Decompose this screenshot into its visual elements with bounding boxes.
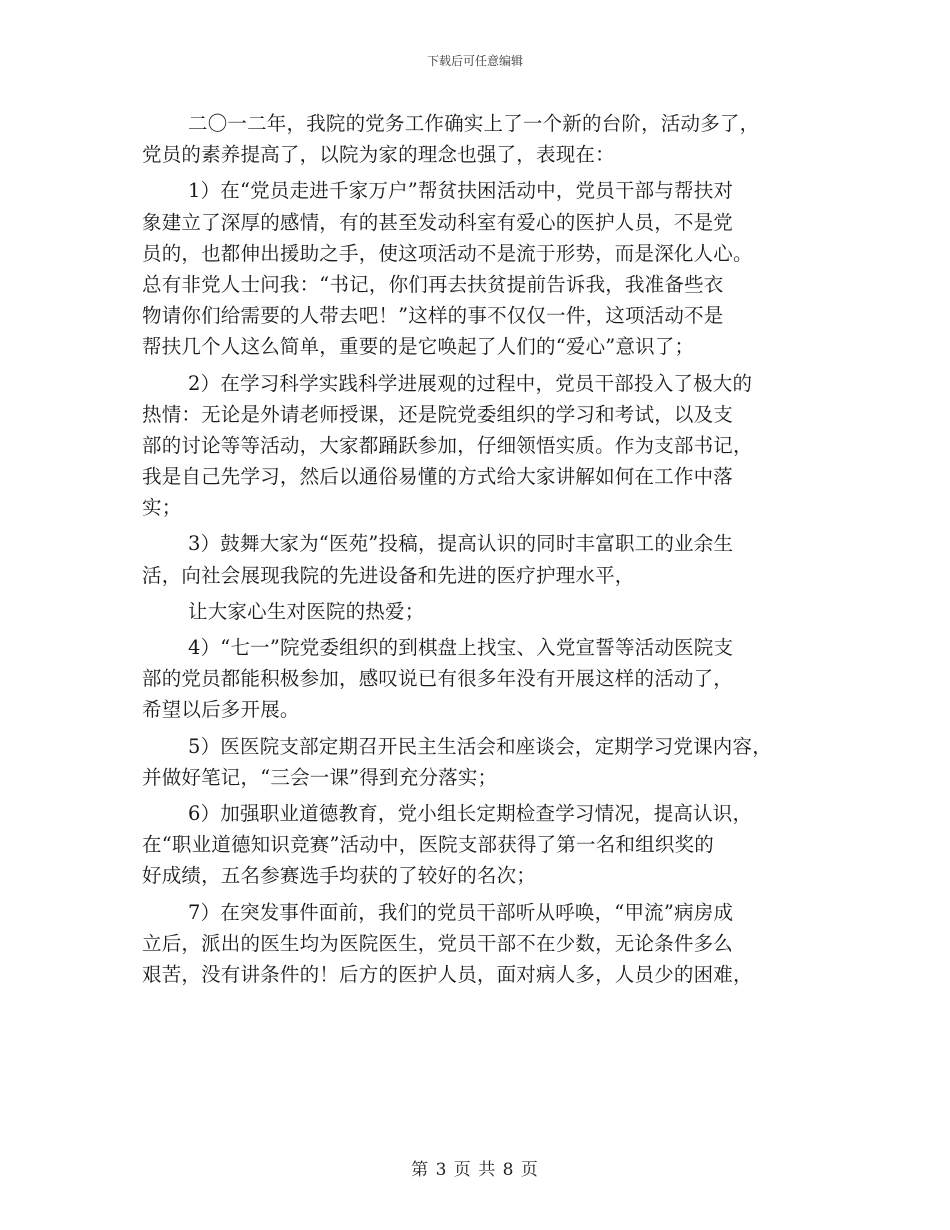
text-line: 部的党员都能积极参加，感叹说已有很多年没有开展这样的活动了，: [142, 667, 734, 691]
text-line: 6）加强职业道德教育，党小组长定期检查学习情况，提高认识，: [188, 801, 753, 825]
text-line: 5）医医院支部定期召开民主生活会和座谈会，定期学习党课内容，: [188, 734, 772, 758]
paragraph-item-7: [142, 897, 818, 991]
text-line: 员的，也都伸出援助之手，使这项活动不是流于形势，而是深化人心。: [142, 241, 753, 265]
paragraph-item-4: [142, 632, 818, 726]
text-line: 立后，派出的医生均为医院医生，党员干部不在少数，无论条件多么: [142, 931, 734, 955]
text-line: 部的讨论等等活动，大家都踊跃参加，仔细领悟实质。作为支部书记，: [142, 433, 753, 457]
paragraph-item-5: [142, 731, 818, 793]
text-line: 实；: [142, 496, 182, 520]
text-line: 物请你们给需要的人带去吧！”这样的事不仅仅一件，这项活动不是: [142, 304, 724, 328]
text-line: 并做好笔记，“三会一课”得到充分落实；: [142, 765, 498, 789]
text-line: 2）在学习科学实践科学进展观的过程中，党员干部投入了极大的: [188, 371, 753, 395]
text-line: 象建立了深厚的感情，有的甚至发动科室有爱心的医护人员，不是党: [142, 210, 734, 234]
text-line: 总有非党人士问我：“书记，你们再去扶贫提前告诉我，我准备些衣: [142, 272, 724, 296]
text-line: 让大家心生对医院的热爱；: [188, 599, 425, 623]
text-line: 艰苦，没有讲条件的！后方的医护人员，面对病人多，人员少的困难，: [142, 962, 753, 986]
paragraph-item-6: [142, 798, 818, 892]
text-line: 希望以后多开展。: [142, 698, 300, 722]
text-line: 3）鼓舞大家为“医苑”投稿，提高认识的同时丰富职工的业余生: [188, 532, 734, 556]
paragraph-item-2: [142, 368, 818, 524]
paragraph-item-3: [142, 528, 818, 590]
text-line: 二〇一二年，我院的党务工作确实上了一个新的台阶，活动多了，: [188, 112, 760, 135]
text-line: 活，向社会展现我院的先进设备和先进的医疗护理水平，: [142, 563, 635, 587]
text-line: 7）在突发事件面前，我们的党员干部听从呼唤，“甲流”病房成: [188, 900, 734, 924]
text-line: 我是自己先学习，然后以通俗易懂的方式给大家讲解如何在工作中落: [142, 465, 734, 489]
text-line: 热情：无论是外请老师授课，还是院党委组织的学习和考试，以及支: [142, 402, 734, 426]
text-line: 帮扶几个人这么简单，重要的是它唤起了人们的“爱心”意识了；: [142, 335, 695, 359]
document-body: [142, 108, 818, 990]
text-line: 1）在“党员走进千家万户”帮贫扶困活动中，党员干部与帮扶对: [188, 179, 734, 203]
paragraph-item-1: [142, 175, 818, 362]
page-number-footer: 第 3 页 共 8 页: [411, 1160, 539, 1180]
text-line: 好成绩，五名参赛选手均获的了较好的名次；: [142, 864, 537, 888]
text-line: 在“职业道德知识竞赛”活动中，医院支部获得了第一名和组织奖的: [142, 833, 714, 857]
paragraph-intro: [142, 108, 818, 170]
page-header-note: 下载后可任意编辑: [426, 54, 523, 68]
paragraph-item-3-continued: [142, 596, 818, 627]
text-line: 4）“七一”院党委组织的到棋盘上找宝、入党宣誓等活动医院支: [188, 636, 734, 659]
text-line: 党员的素养提高了，以院为家的理念也强了，表现在：: [142, 143, 615, 167]
